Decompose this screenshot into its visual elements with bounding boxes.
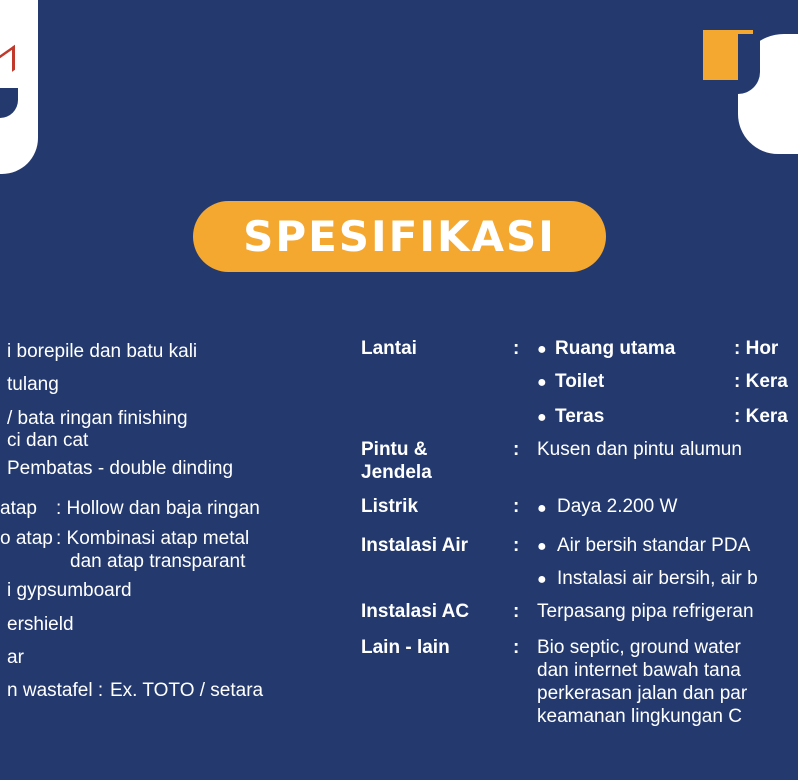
colon: : xyxy=(513,637,520,658)
colon: : xyxy=(513,601,520,622)
bullet-icon: ● xyxy=(537,374,547,391)
bullet-icon: ● xyxy=(537,500,547,517)
air-label: Instalasi Air xyxy=(361,535,469,556)
lantai-label: Lantai xyxy=(361,338,417,359)
spec-value: Ex. TOTO / setara xyxy=(110,680,264,701)
lantai-item-value: : Hor xyxy=(734,338,779,359)
spec-label: o atap xyxy=(0,528,53,549)
spec-line: i gypsumboard xyxy=(7,580,132,601)
listrik-value: Daya 2.200 W xyxy=(557,496,678,517)
colon: : xyxy=(513,338,520,359)
air-value: Air bersih standar PDA xyxy=(557,535,751,556)
spec-line: Pembatas - double dinding xyxy=(7,458,234,479)
lantai-item-value: : Kera xyxy=(734,371,788,392)
lain-value-line: dan internet bawah tana xyxy=(537,660,741,681)
bullet-icon: ● xyxy=(537,409,547,426)
spec-label: n wastafel : xyxy=(7,680,104,701)
pintu-label: Pintu & xyxy=(361,439,428,460)
air-value: Instalasi air bersih, air b xyxy=(557,568,758,589)
spec-line: ershield xyxy=(7,614,74,635)
pintu-value: Kusen dan pintu alumun xyxy=(537,439,742,460)
lain-label: Lain - lain xyxy=(361,637,450,658)
colon: : xyxy=(513,496,520,517)
logo-left-shape xyxy=(0,0,38,174)
bullet-icon: ● xyxy=(537,571,547,588)
page-title: SPESIFIKASI xyxy=(243,212,556,261)
lain-value-line: perkerasan jalan dan par xyxy=(537,683,748,704)
spec-value: : Kombinasi atap metal xyxy=(56,528,250,549)
lantai-item-value: : Kera xyxy=(734,406,788,427)
pintu-label: Jendela xyxy=(361,462,432,483)
spec-line: ar xyxy=(7,647,24,668)
colon: : xyxy=(513,535,520,556)
ac-label: Instalasi AC xyxy=(361,601,470,622)
title-banner xyxy=(193,201,606,272)
lantai-item-name: Toilet xyxy=(555,371,605,392)
spec-value: dan atap transparant xyxy=(70,551,246,572)
spec-line: i borepile dan batu kali xyxy=(7,341,198,362)
bullet-icon: ● xyxy=(537,341,547,358)
lantai-item-name: Ruang utama xyxy=(555,338,676,359)
spec-line: tulang xyxy=(7,374,59,395)
listrik-label: Listrik xyxy=(361,496,419,517)
ac-value: Terpasang pipa refrigeran xyxy=(537,601,754,622)
spec-value: : Hollow dan baja ringan xyxy=(56,498,260,519)
spec-line: ci dan cat xyxy=(7,430,89,451)
spec-label: atap xyxy=(0,498,37,519)
bullet-icon: ● xyxy=(537,538,547,555)
colon: : xyxy=(513,439,520,460)
lain-value-line: keamanan lingkungan C xyxy=(537,706,742,727)
spec-line: / bata ringan finishing xyxy=(7,408,188,429)
lain-value-line: Bio septic, ground water xyxy=(537,637,741,658)
lantai-item-name: Teras xyxy=(555,406,605,427)
